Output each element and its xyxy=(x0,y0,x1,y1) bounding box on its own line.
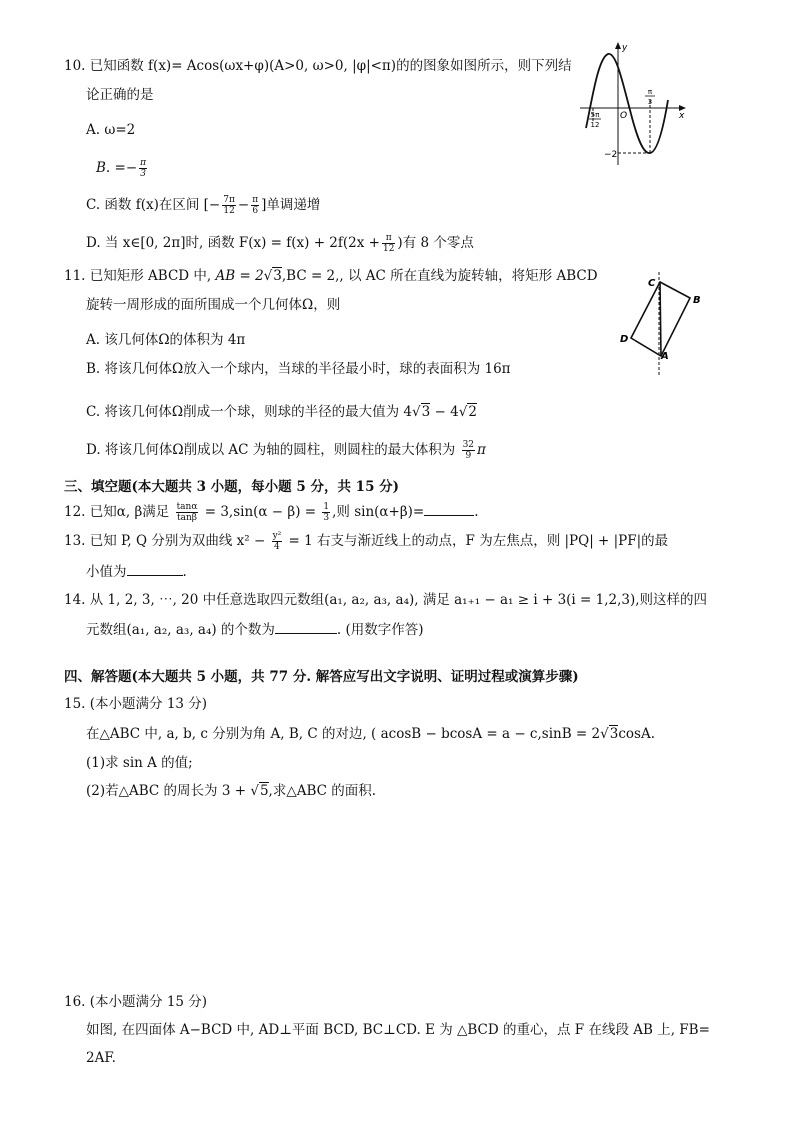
q13-cont: 小值为 . xyxy=(86,564,187,580)
q12: 12. 已知α, β满足 $\frac{\tan\alpha}{\tan\beta}$ = 3,sin(α − β) = $\frac{1}{3}$ ,则 sin(α+β)= . xyxy=(64,502,479,523)
fig-label-a: A xyxy=(661,351,669,362)
q10-stem: 10. 已知函数 f(x)= Acos(ωx+φ)(A>0, ω>0, |φ|<π)的的图象如图所示，则下列结 xyxy=(64,58,572,74)
q16-heading: 16. (本小题满分 15 分) xyxy=(64,994,208,1010)
section3-heading: 三、填空题(本大题共 3 小题，每小题 5 分，共 15 分) xyxy=(64,479,400,495)
q11-stem-cont: 旋转一周形成的面所围成一个几何体Ω，则 xyxy=(86,297,341,313)
q13-answer-blank[interactable] xyxy=(127,563,183,576)
q14-cont: 元数组(a₁, a₂, a₃, a₄) 的个数为 . (用数字作答) xyxy=(86,622,424,638)
q12-answer-blank[interactable] xyxy=(424,503,474,516)
q11-stem: 11. 已知矩形 ABCD 中, AB = 2√3,BC = 2,, 以 AC 所在直线为旋转轴，将矩形 ABCD xyxy=(64,268,598,284)
graph-origin-label: O xyxy=(620,111,628,121)
fig-label-c: C xyxy=(648,278,656,289)
q10-cosine-graph xyxy=(578,40,688,168)
q15-stem: 在△ABC 中, a, b, c 分别为角 A, B, C 的对边, ( acosB − bcosA = a − c,sinB = 2√3cosA. xyxy=(86,726,655,742)
graph-neg-tick-num: 5π xyxy=(590,111,600,119)
graph-pos-tick-num: π xyxy=(647,88,653,96)
q10-option-b: B. =− $\frac{\pi}{3}$ xyxy=(96,158,147,179)
graph-neg-tick-den: 12 xyxy=(590,121,600,129)
q16-stem: 如图, 在四面体 A−BCD 中, AD⊥平面 BCD, BC⊥CD. E 为 △BCD 的重心，点 F 在线段 AB 上, FB= xyxy=(86,1022,710,1038)
fig-label-d: D xyxy=(620,334,629,345)
section4-heading: 四、解答题(本大题共 5 小题，共 77 分. 解答应写出文字说明、证明过程或演算步骤) xyxy=(64,669,579,685)
q11-option-d: D. 将该几何体Ω削成以 AC 为轴的圆柱，则圆柱的最大体积为 $\frac{32}{9}$ π xyxy=(86,440,486,461)
q14: 14. 从 1, 2, 3, ⋯, 20 中任意选取四元数组(a₁, a₂, a₃, a₄), 满足 a₁₊₁ − a₁ ≥ i + 3(i = 1,2,3),则这样的四 xyxy=(64,592,708,608)
q14-answer-blank[interactable] xyxy=(275,621,337,634)
q11-option-c: C. 将该几何体Ω削成一个球，则球的半径的最大值为 4√3 − 4√2 xyxy=(86,404,477,420)
q15-part2: (2)若△ABC 的周长为 3 + √5,求△ABC 的面积. xyxy=(86,783,377,799)
q15-part1: (1)求 sin A 的值; xyxy=(86,755,193,771)
graph-y-label: y xyxy=(622,43,628,53)
graph-x-label: x xyxy=(679,111,685,121)
fig-label-b: B xyxy=(693,295,701,306)
q11-option-b: B. 将该几何体Ω放入一个球内，当球的半径最小时，球的表面积为 16π xyxy=(86,361,511,377)
q10-stem-cont: 论正确的是 xyxy=(86,87,154,103)
q11-rectangle-figure xyxy=(614,270,704,378)
q10-option-a: A. ω=2 xyxy=(86,122,136,138)
q13: 13. 已知 P, Q 分别为双曲线 x² − $\frac{\text{y²}}{4}$ = 1 右支与渐近线上的动点，F 为左焦点，则 |PQ| + |PF|的最 xyxy=(64,531,669,552)
graph-min-label: −2 xyxy=(604,150,618,160)
q10-option-c: C. 函数 f(x)在区间 [− $\frac{7\pi}{12}$ − $\frac{\pi}{6}$ ]单调递增 xyxy=(86,195,321,216)
q15-heading: 15. (本小题满分 13 分) xyxy=(64,696,208,712)
q11-option-a: A. 该几何体Ω的体积为 4π xyxy=(86,332,246,348)
graph-pos-tick-den: 3 xyxy=(647,98,653,106)
q16-stem-cont: 2AF. xyxy=(86,1050,116,1066)
q10-option-d: D. 当 x∈[0, 2π]时, 函数 F(x) = f(x) + 2f(2x + $\frac{\pi}{12}$ )有 8 个零点 xyxy=(86,233,474,254)
